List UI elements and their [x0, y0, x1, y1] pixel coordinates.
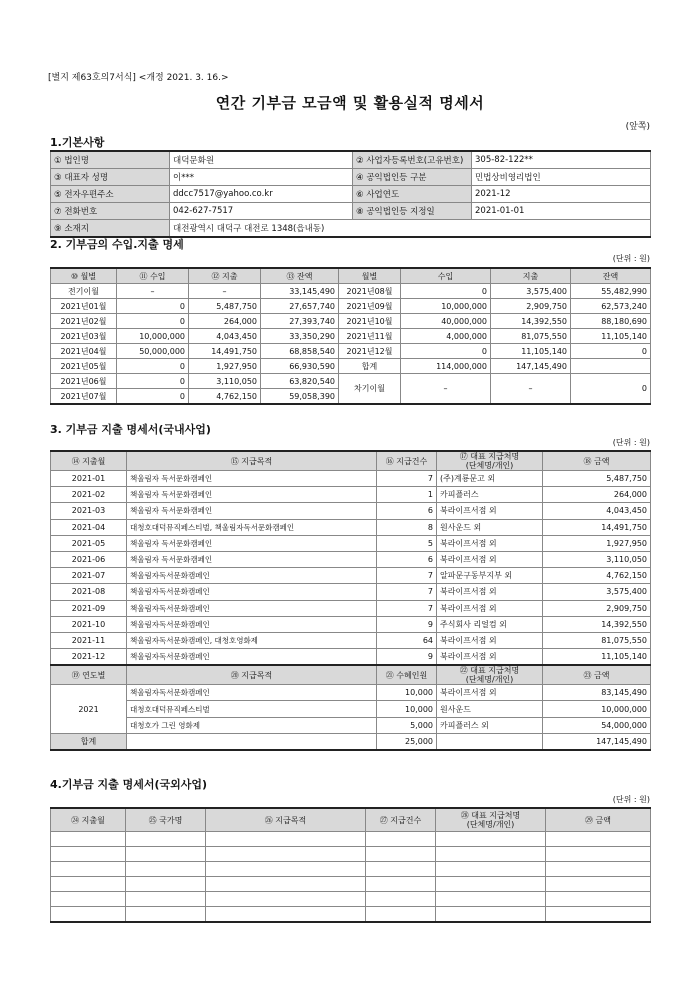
month-row — [51, 284, 651, 299]
balance-cell: 0 — [571, 344, 651, 359]
balance-cell — [571, 359, 651, 374]
column-header: ⑯ 지급건수 — [377, 451, 437, 471]
amount-cell: 4,043,450 — [543, 503, 651, 519]
amount-cell: 264,000 — [543, 487, 651, 503]
column-header: 지출 — [491, 268, 571, 284]
carry-label: 차기이월 — [339, 374, 401, 405]
column-header: 월별 — [339, 268, 401, 284]
month-row — [51, 359, 651, 374]
purpose-cell: 책울림자독서문화캠페인 — [127, 616, 377, 632]
month-row — [51, 314, 651, 329]
empty-cell — [546, 862, 651, 877]
purpose-cell: 책울림자독서문화캠페인 — [127, 685, 377, 701]
expense-cell: 3,575,400 — [491, 284, 571, 299]
empty-row — [51, 862, 651, 877]
info-value: 2021-12 — [472, 186, 651, 203]
section2-title: 2. 기부금의 수입.지출 명세 — [50, 238, 184, 251]
amount-cell: 81,075,550 — [543, 632, 651, 648]
month-row — [51, 299, 651, 314]
empty-cell — [126, 907, 206, 923]
month-cell: 2021-02 — [51, 487, 127, 503]
month-cell: 2021년09월 — [339, 299, 401, 314]
empty-cell — [206, 862, 366, 877]
header-row — [51, 268, 651, 284]
column-header: ⑫ 지출 — [189, 268, 261, 284]
amount-cell: 54,000,000 — [543, 717, 651, 733]
count-cell: 5 — [377, 535, 437, 551]
total-beneficiaries: 25,000 — [377, 733, 437, 750]
column-header: ㉘ 대표 지급처명 (단체명/개인) — [436, 808, 546, 832]
month-cell: 2021년05월 — [51, 359, 117, 374]
balance-cell: 62,573,240 — [571, 299, 651, 314]
expense-row — [51, 551, 651, 567]
beneficiary-cell: 5,000 — [377, 717, 437, 733]
header-row — [51, 665, 651, 685]
balance-cell: 33,350,290 — [261, 329, 339, 344]
month-cell: 2021-09 — [51, 600, 127, 616]
info-row — [51, 203, 651, 220]
info-value: 이*** — [170, 169, 353, 186]
expense-row — [51, 600, 651, 616]
month-cell: 2021-05 — [51, 535, 127, 551]
purpose-cell: 대청호대덕뮤직페스티벌, 책울림자독서문화캠페인 — [127, 519, 377, 535]
column-header: ⑳ 지급목적 — [127, 665, 377, 685]
amount-cell: 3,575,400 — [543, 584, 651, 600]
info-value: 2021-01-01 — [472, 203, 651, 220]
column-header: ⑱ 금액 — [543, 451, 651, 471]
empty-cell — [51, 892, 126, 907]
count-cell: 1 — [377, 487, 437, 503]
address-row — [51, 220, 651, 238]
info-value: 대덕문화원 — [170, 151, 353, 169]
count-cell: 6 — [377, 503, 437, 519]
empty-cell — [436, 877, 546, 892]
count-cell: 7 — [377, 471, 437, 487]
recipient-cell: 알파문구동부지부 외 — [437, 568, 543, 584]
recipient-cell: 주식회사 리얼컴 외 — [437, 616, 543, 632]
amount-cell: 5,487,750 — [543, 471, 651, 487]
empty-row — [51, 907, 651, 923]
column-header: ㉙ 금액 — [546, 808, 651, 832]
month-cell: 2021-11 — [51, 632, 127, 648]
income-cell: 0 — [401, 284, 491, 299]
purpose-cell: 책울림자독서문화캠페인, 대청호영화제 — [127, 632, 377, 648]
empty-cell — [546, 892, 651, 907]
recipient-cell: 북라이프서점 외 — [437, 503, 543, 519]
info-value: 305-82-122** — [472, 151, 651, 169]
expense-row — [51, 535, 651, 551]
empty-cell — [366, 847, 436, 862]
empty-cell — [366, 877, 436, 892]
empty-cell — [436, 847, 546, 862]
empty-cell — [51, 862, 126, 877]
column-header: ⑲ 연도별 — [51, 665, 127, 685]
empty-cell — [126, 877, 206, 892]
income-cell: 0 — [117, 374, 189, 389]
month-cell: 합계 — [339, 359, 401, 374]
info-row — [51, 169, 651, 186]
expense-row — [51, 568, 651, 584]
empty-row — [51, 877, 651, 892]
empty-cell — [366, 907, 436, 923]
recipient-cell: 북라이프서점 외 — [437, 535, 543, 551]
info-label: ⑥ 사업연도 — [353, 186, 472, 203]
column-header: ⑮ 지급목적 — [127, 451, 377, 471]
expense-cell: 14,491,750 — [189, 344, 261, 359]
header-row — [51, 451, 651, 471]
expense-cell: 11,105,140 — [491, 344, 571, 359]
count-cell: 7 — [377, 584, 437, 600]
section1-title: 1.기본사항 — [50, 136, 105, 149]
month-cell: 전기이월 — [51, 284, 117, 299]
info-label: ⑧ 공익법인등 지정일 — [353, 203, 472, 220]
month-cell: 2021년11월 — [339, 329, 401, 344]
purpose-cell: 대청호대덕뮤직페스티벌 — [127, 701, 377, 717]
document-title: 연간 기부금 모금액 및 활용실적 명세서 — [215, 94, 485, 112]
year-row — [51, 701, 651, 717]
income-cell: 114,000,000 — [401, 359, 491, 374]
month-cell: 2021-10 — [51, 616, 127, 632]
column-header: ㉒ 대표 지급처명 (단체명/개인) — [437, 665, 543, 685]
column-header: ⑰ 대표 지급처명 (단체명/개인) — [437, 451, 543, 471]
expense-cell: 14,392,550 — [491, 314, 571, 329]
month-cell: 2021년06월 — [51, 374, 117, 389]
empty-cell — [546, 907, 651, 923]
info-label: ① 법인명 — [51, 151, 170, 169]
empty-cell — [436, 862, 546, 877]
balance-cell: 68,858,540 — [261, 344, 339, 359]
recipient-cell: 원사운드 외 — [437, 519, 543, 535]
income-cell: 50,000,000 — [117, 344, 189, 359]
column-header: ㉓ 금액 — [543, 665, 651, 685]
overseas-expense-table — [50, 807, 651, 923]
expense-row — [51, 632, 651, 648]
balance-cell: 55,482,990 — [571, 284, 651, 299]
month-cell: 2021-01 — [51, 471, 127, 487]
total-cell — [127, 733, 377, 750]
purpose-cell: 책울림자독서문화캠페인 — [127, 568, 377, 584]
empty-cell — [126, 832, 206, 847]
carry-balance: 0 — [571, 374, 651, 405]
total-row — [51, 733, 651, 750]
empty-cell — [546, 877, 651, 892]
empty-cell — [436, 892, 546, 907]
empty-cell — [436, 832, 546, 847]
month-cell: 2021-06 — [51, 551, 127, 567]
expense-cell: 5,487,750 — [189, 299, 261, 314]
balance-cell: 27,657,740 — [261, 299, 339, 314]
empty-cell — [206, 877, 366, 892]
info-value: 042-627-7517 — [170, 203, 353, 220]
column-header: ㉕ 국가명 — [126, 808, 206, 832]
amount-cell: 14,491,750 — [543, 519, 651, 535]
page-indicator: (앞쪽) — [625, 122, 650, 132]
purpose-cell: 책울림자 독서문화캠페인 — [127, 503, 377, 519]
income-cell: – — [117, 284, 189, 299]
income-cell: 4,000,000 — [401, 329, 491, 344]
month-cell: 2021-03 — [51, 503, 127, 519]
empty-cell — [51, 847, 126, 862]
expense-cell: 1,927,950 — [189, 359, 261, 374]
month-cell: 2021년03월 — [51, 329, 117, 344]
month-cell: 2021년08월 — [339, 284, 401, 299]
empty-cell — [206, 847, 366, 862]
balance-cell: 11,105,140 — [571, 329, 651, 344]
empty-cell — [546, 832, 651, 847]
empty-cell — [126, 862, 206, 877]
balance-cell: 27,393,740 — [261, 314, 339, 329]
info-label: ⑦ 전화번호 — [51, 203, 170, 220]
recipient-cell: 북라이프서점 외 — [437, 649, 543, 666]
expense-cell: 81,075,550 — [491, 329, 571, 344]
count-cell: 8 — [377, 519, 437, 535]
income-cell: 0 — [117, 359, 189, 374]
empty-cell — [366, 832, 436, 847]
empty-cell — [206, 892, 366, 907]
basic-info-table — [50, 150, 651, 238]
empty-cell — [126, 847, 206, 862]
empty-cell — [366, 892, 436, 907]
expense-cell: 264,000 — [189, 314, 261, 329]
expense-row — [51, 616, 651, 632]
month-row — [51, 374, 651, 389]
amount-cell: 83,145,490 — [543, 685, 651, 701]
expense-row — [51, 649, 651, 666]
empty-cell — [546, 847, 651, 862]
column-header: ⑩ 월별 — [51, 268, 117, 284]
purpose-cell: 책울림자 독서문화캠페인 — [127, 551, 377, 567]
income-cell: 10,000,000 — [117, 329, 189, 344]
expense-cell: 4,043,450 — [189, 329, 261, 344]
section4-title: 4.기부금 지출 명세서(국외사업) — [50, 778, 208, 791]
count-cell: 7 — [377, 568, 437, 584]
month-cell: 2021-12 — [51, 649, 127, 666]
recipient-cell: (주)계룡문고 외 — [437, 471, 543, 487]
amount-cell: 4,762,150 — [543, 568, 651, 584]
info-value: 민법상비영리법인 — [472, 169, 651, 186]
info-label: ④ 공익법인등 구분 — [353, 169, 472, 186]
info-row — [51, 151, 651, 169]
month-cell: 2021년04월 — [51, 344, 117, 359]
empty-cell — [206, 907, 366, 923]
empty-cell — [366, 862, 436, 877]
balance-cell: 88,180,690 — [571, 314, 651, 329]
amount-cell: 2,909,750 — [543, 600, 651, 616]
expense-cell: 2,909,750 — [491, 299, 571, 314]
purpose-cell: 대청호가 그린 영화제 — [127, 717, 377, 733]
expense-cell: – — [189, 284, 261, 299]
income-cell: 0 — [117, 389, 189, 405]
amount-cell: 10,000,000 — [543, 701, 651, 717]
recipient-cell: 카피플러스 외 — [437, 717, 543, 733]
info-label: ② 사업자등록번호(고유번호) — [353, 151, 472, 169]
recipient-cell: 북라이프서점 외 — [437, 600, 543, 616]
section3-title: 3. 기부금 지출 명세서(국내사업) — [50, 423, 211, 436]
empty-cell — [51, 832, 126, 847]
expense-cell: 3,110,050 — [189, 374, 261, 389]
domestic-expense-table — [50, 450, 651, 751]
empty-cell — [51, 877, 126, 892]
beneficiary-cell: 10,000 — [377, 701, 437, 717]
purpose-cell: 책울림자 독서문화캠페인 — [127, 535, 377, 551]
address-label: ⑨ 소재지 — [51, 220, 170, 238]
section3-unit: (단위 : 원) — [612, 438, 650, 447]
expense-row — [51, 503, 651, 519]
recipient-cell: 북라이프서점 외 — [437, 632, 543, 648]
empty-row — [51, 892, 651, 907]
form-label: [별지 제63호의7서식] <개정 2021. 3. 16.> — [48, 73, 229, 83]
carry-expense: – — [491, 374, 571, 405]
recipient-cell: 북라이프서점 외 — [437, 551, 543, 567]
info-label: ⑤ 전자우편주소 — [51, 186, 170, 203]
beneficiary-cell: 10,000 — [377, 685, 437, 701]
purpose-cell: 책울림자독서문화캠페인 — [127, 584, 377, 600]
expense-row — [51, 519, 651, 535]
amount-cell: 1,927,950 — [543, 535, 651, 551]
info-row — [51, 186, 651, 203]
expense-cell: 4,762,150 — [189, 389, 261, 405]
month-row — [51, 344, 651, 359]
purpose-cell: 책울림자독서문화캠페인 — [127, 600, 377, 616]
empty-row — [51, 847, 651, 862]
income-cell: 10,000,000 — [401, 299, 491, 314]
column-header: ㉔ 지출월 — [51, 808, 126, 832]
expense-cell: 147,145,490 — [491, 359, 571, 374]
recipient-cell: 북라이프서점 외 — [437, 584, 543, 600]
month-row — [51, 329, 651, 344]
expense-row — [51, 487, 651, 503]
balance-cell: 66,930,590 — [261, 359, 339, 374]
section2-unit: (단위 : 원) — [612, 254, 650, 263]
recipient-cell: 카피플러스 — [437, 487, 543, 503]
total-cell — [437, 733, 543, 750]
purpose-cell: 책울림자독서문화캠페인 — [127, 649, 377, 666]
column-header: 잔액 — [571, 268, 651, 284]
empty-cell — [51, 907, 126, 923]
section4-unit: (단위 : 원) — [612, 795, 650, 804]
month-cell: 2021년07월 — [51, 389, 117, 405]
balance-cell: 33,145,490 — [261, 284, 339, 299]
income-cell: 0 — [117, 299, 189, 314]
column-header: ㉗ 지급건수 — [366, 808, 436, 832]
carry-income: – — [401, 374, 491, 405]
income-cell: 40,000,000 — [401, 314, 491, 329]
expense-row — [51, 584, 651, 600]
empty-cell — [206, 832, 366, 847]
balance-cell: 63,820,540 — [261, 374, 339, 389]
column-header: ⑬ 잔액 — [261, 268, 339, 284]
empty-cell — [126, 892, 206, 907]
year-row — [51, 685, 651, 701]
year-cell: 2021 — [51, 685, 127, 734]
total-label: 합계 — [51, 733, 127, 750]
purpose-cell: 책울림자 독서문화캠페인 — [127, 471, 377, 487]
income-expense-table — [50, 267, 651, 405]
empty-cell — [436, 907, 546, 923]
column-header: ⑪ 수입 — [117, 268, 189, 284]
income-cell: 0 — [117, 314, 189, 329]
recipient-cell: 원사운드 — [437, 701, 543, 717]
month-cell: 2021-08 — [51, 584, 127, 600]
address-value: 대전광역시 대덕구 대전로 1348(읍내동) — [170, 220, 651, 238]
month-cell: 2021-07 — [51, 568, 127, 584]
count-cell: 64 — [377, 632, 437, 648]
month-cell: 2021년02월 — [51, 314, 117, 329]
amount-cell: 14,392,550 — [543, 616, 651, 632]
month-cell: 2021-04 — [51, 519, 127, 535]
year-row — [51, 717, 651, 733]
column-header: ㉑ 수혜인원 — [377, 665, 437, 685]
recipient-cell: 북라이프서점 외 — [437, 685, 543, 701]
purpose-cell: 책울림자 독서문화캠페인 — [127, 487, 377, 503]
total-amount: 147,145,490 — [543, 733, 651, 750]
amount-cell: 3,110,050 — [543, 551, 651, 567]
info-label: ③ 대표자 성명 — [51, 169, 170, 186]
count-cell: 7 — [377, 600, 437, 616]
income-cell: 0 — [401, 344, 491, 359]
amount-cell: 11,105,140 — [543, 649, 651, 666]
month-cell: 2021년01월 — [51, 299, 117, 314]
count-cell: 9 — [377, 649, 437, 666]
balance-cell: 59,058,390 — [261, 389, 339, 405]
count-cell: 9 — [377, 616, 437, 632]
expense-row — [51, 471, 651, 487]
info-value: ddcc7517@yahoo.co.kr — [170, 186, 353, 203]
column-header: ㉖ 지급목적 — [206, 808, 366, 832]
count-cell: 6 — [377, 551, 437, 567]
column-header: 수입 — [401, 268, 491, 284]
column-header: ⑭ 지출월 — [51, 451, 127, 471]
month-cell: 2021년10월 — [339, 314, 401, 329]
empty-row — [51, 832, 651, 847]
month-cell: 2021년12월 — [339, 344, 401, 359]
header-row — [51, 808, 651, 832]
